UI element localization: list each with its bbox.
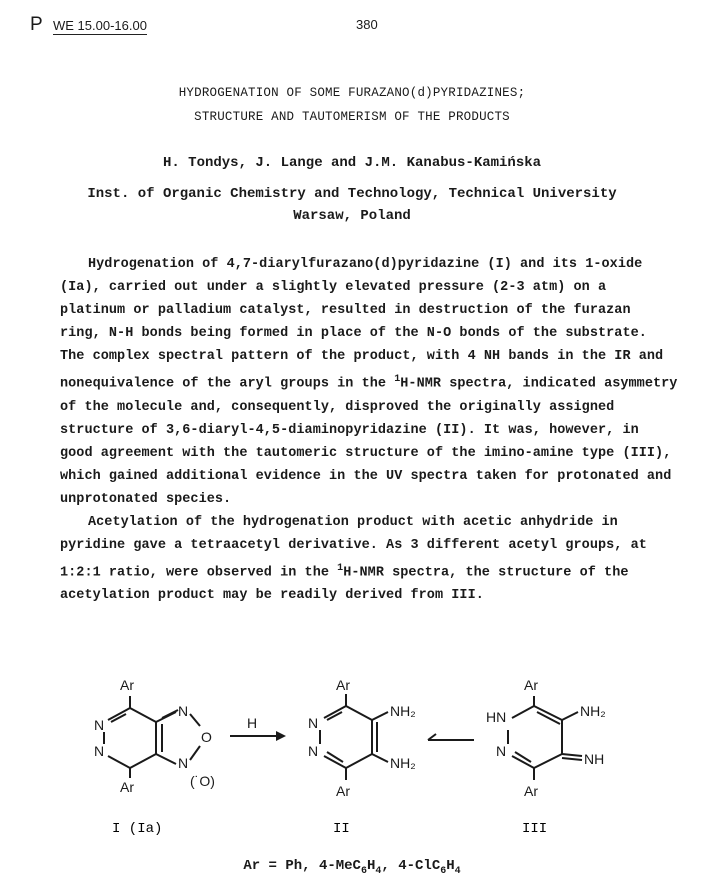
- structure-I-labels: [94, 677, 215, 795]
- affiliation-line-2: Warsaw, Poland: [293, 208, 411, 224]
- structure-II-labels: [308, 677, 416, 799]
- ar-label: Ar: [120, 677, 134, 693]
- structure-III: [508, 696, 582, 780]
- structure-III-labels: [486, 677, 606, 799]
- o-label: O: [201, 729, 212, 745]
- session-letter: P: [30, 14, 43, 35]
- n-label: N: [94, 743, 105, 759]
- abstract-body: [60, 253, 678, 607]
- n-oxide-label: (˙O): [190, 773, 215, 789]
- compound-label-3: III: [522, 821, 548, 837]
- compound-label-2: II: [333, 821, 350, 837]
- abstract-paragraph-1: Hydrogenation of 4,7-diarylfurazano(d)pyridazine (I) and its 1-oxide (Ia), carried out under a slightly elevated pressure (2-3 atm) on a platinum or palladium catalyst, resulted in destruction of the furazan ring, N-H bonds being formed in place of the N-O bonds of the substrate. The complex spectral pattern of the product, with 4 NH bands in the IR and nonequivalence of the aryl groups in the $^1$H-NMR spectra, indicated asymmetry of the molecule and, consequently, disproved the originally assigned structure of 3,6-diaryl-4,5-diaminopyridazine (II). It was, however, in good agreement with the tautomeric structure of the imino-amine type (III), which gained additional evidence in the UV spectra taken for protonated and unprotonated species.: [60, 257, 678, 507]
- n-label: N: [496, 743, 507, 759]
- nh-label: NH: [584, 751, 605, 767]
- n-label: N: [94, 717, 105, 733]
- reaction-scheme: [0, 660, 704, 850]
- nh2-label: NH₂: [390, 755, 416, 771]
- ar-label: Ar: [336, 783, 350, 799]
- session-time: WE 15.00-16.00: [53, 18, 147, 33]
- structure-II: [320, 694, 388, 780]
- title-line-1: HYDROGENATION OF SOME FURAZANO(d)PYRIDAZINES;: [178, 86, 526, 100]
- abstract-paragraph-2: Acetylation of the hydrogenation product with acetic anhydride in pyridine gave a tetraacetyl derivative. As 3 different acetyl groups, at 1:2:1 ratio, were observed in the $^1$H-NMR spectra, the structure of the acetylation product may be readily derived from III.: [60, 514, 647, 603]
- ar-label: Ar: [336, 677, 350, 693]
- equilibrium-arrow: [428, 734, 474, 740]
- arrow-reagent-label: H: [247, 715, 258, 731]
- page-number: 380: [356, 17, 378, 32]
- n-label: N: [178, 755, 189, 771]
- compound-label-1: I (Ia): [112, 821, 163, 837]
- authors: H. Tondys, J. Lange and J.M. Kanabus-Kamińska: [162, 155, 542, 171]
- ar-label: Ar: [120, 779, 134, 795]
- nh2-label: NH₂: [390, 703, 416, 719]
- ar-definition: Ar = Ph, $4-MeC_6H_4$, $4-ClC_6H_4$: [243, 858, 461, 877]
- hn-label: HN: [486, 709, 507, 725]
- title-line-2: STRUCTURE AND TAUTOMERISM OF THE PRODUCTS: [194, 110, 510, 124]
- affiliation-line-1: Inst. of Organic Chemistry and Technology, Technical University: [87, 186, 617, 202]
- n-label: N: [308, 743, 319, 759]
- ar-label: Ar: [524, 677, 538, 693]
- n-label: N: [308, 715, 319, 731]
- n-label: N: [178, 703, 189, 719]
- nh2-label: NH₂: [580, 703, 606, 719]
- reaction-arrow: [230, 715, 286, 741]
- ar-label: Ar: [524, 783, 538, 799]
